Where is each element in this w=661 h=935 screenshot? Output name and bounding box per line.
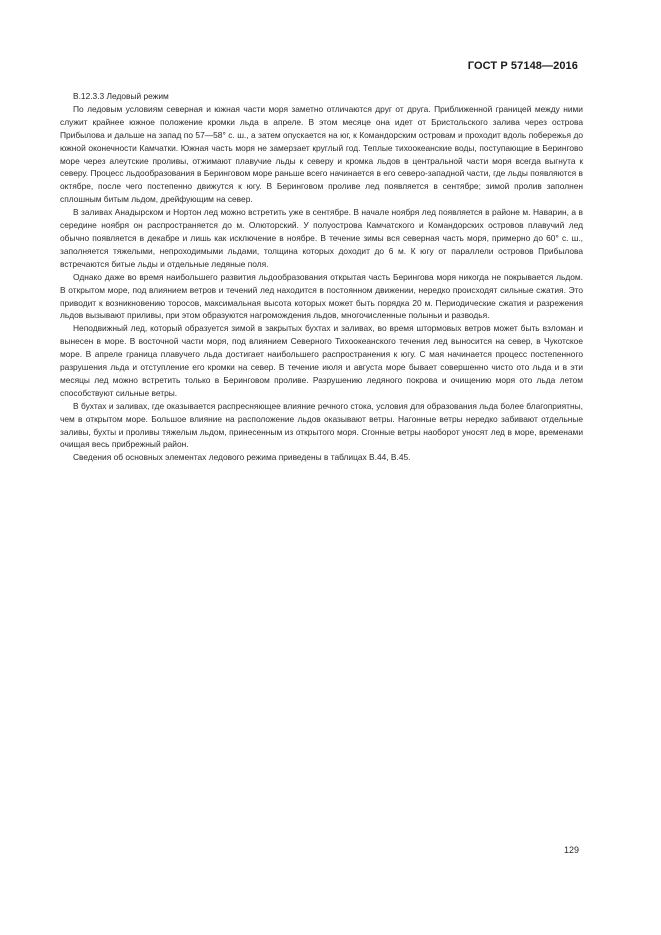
paragraph-5: В бухтах и заливах, где оказывается распресняющее влияние речного стока, условия для образования льда более благоприятны, чем в открытом море. Большое влияние на расположение льдов оказывают ветры. Нагонные ветры нередко забивают отдельные заливы, бухты и проливы тяжелым льдом, принесенным из открытого моря. Сгонные ветры наоборот уносят лед в море, временами очищая весь прибрежный район. (60, 400, 583, 450)
paragraph-4: Неподвижный лед, который образуется зимой в закрытых бухтах и заливах, во время штормовых ветров может быть взломан и вынесен в море. В восточной части моря, под влиянием Северного Тихоокеанского течения лед выносится на север, в Чукотское море. В апреле граница плавучего льда достигает наибольшего распространения к югу. С мая начинается процесс постепенного разрушения льда и отступление его кромки на север. В течение июля и августа море бывает совершенно чисто ото льда и в эти месяцы лед можно встретить только в Беринговом проливе. Разрушению ледяного покрова и очищению моря ото льда летом способствуют сильные ветры. (60, 323, 583, 398)
page-number: 129 (563, 845, 579, 855)
paragraph-3: Однако даже во время наибольшего развития льдообразования открытая часть Берингова моря никогда не покрывается льдом. В открытом море, под влиянием ветров и течений лед находится в постоянном движении, нередко происходят сильные сжатия. Это приводит к возникновению торосов, максимальная высота которых может быть порядка 20 м. Периодические сжатия и разрежения льдов вызывают приливы, при этом образуются нагромождения льдов, многочисленные полыньи и разводья. (60, 271, 583, 321)
document-body (60, 90, 583, 464)
section-title: В.12.3.3 Ледовый режим (73, 91, 169, 101)
paragraph-6: Сведения об основных элементах ледового режима приведены в таблицах В.44, В.45. (73, 452, 411, 463)
paragraph-1: По ледовым условиям северная и южная части моря заметно отличаются друг от друга. Приближенной границей между ними служит крайнее южное положение кромки льда в апреле. В этом месяце она идет от Бристольского залива через острова Прибылова и дальше на запад по 57—58° с. ш., а затем опускается на юг, к Командорским островам и проходит вдоль побережья до южной оконечности Камчатки. Южная часть моря не замерзает круглый год. Теплые тихоокеанские воды, поступающие в Берингово море через алеутские проливы, отжимают плавучие льды к северу и кромка льдов в центральной части моря всегда выгнута к северу. Процесс льдообразования в Беринговом море раньше всего начинается в его северо-западной части, где льды появляются в октябре, после чего постепенно движутся к югу. В Беринговом проливе лед появляется в сентябре; зимой пролив заполнен сплошным битым льдом, дрейфующим на север. (60, 103, 583, 205)
document-header: ГОСТ Р 57148—2016 (467, 60, 578, 72)
paragraph-2: В заливах Анадырском и Нортон лед можно встретить уже в сентябре. В начале ноября лед появляется в районе м. Наварин, а в середине ноября он распространяется до м. Олюторский. У полуострова Камчатского и Командорских островов плавучий лед обычно появляется в декабре и лишь как исключение в ноябре. В течение зимы вся северная часть моря, примерно до 60° с. ш., заполняется тяжелыми, непроходимыми льдами, толщина которых доходит до 6 м. К югу от параллели островов Прибылова встречаются битые льды и отдельные ледяные поля. (60, 207, 583, 269)
